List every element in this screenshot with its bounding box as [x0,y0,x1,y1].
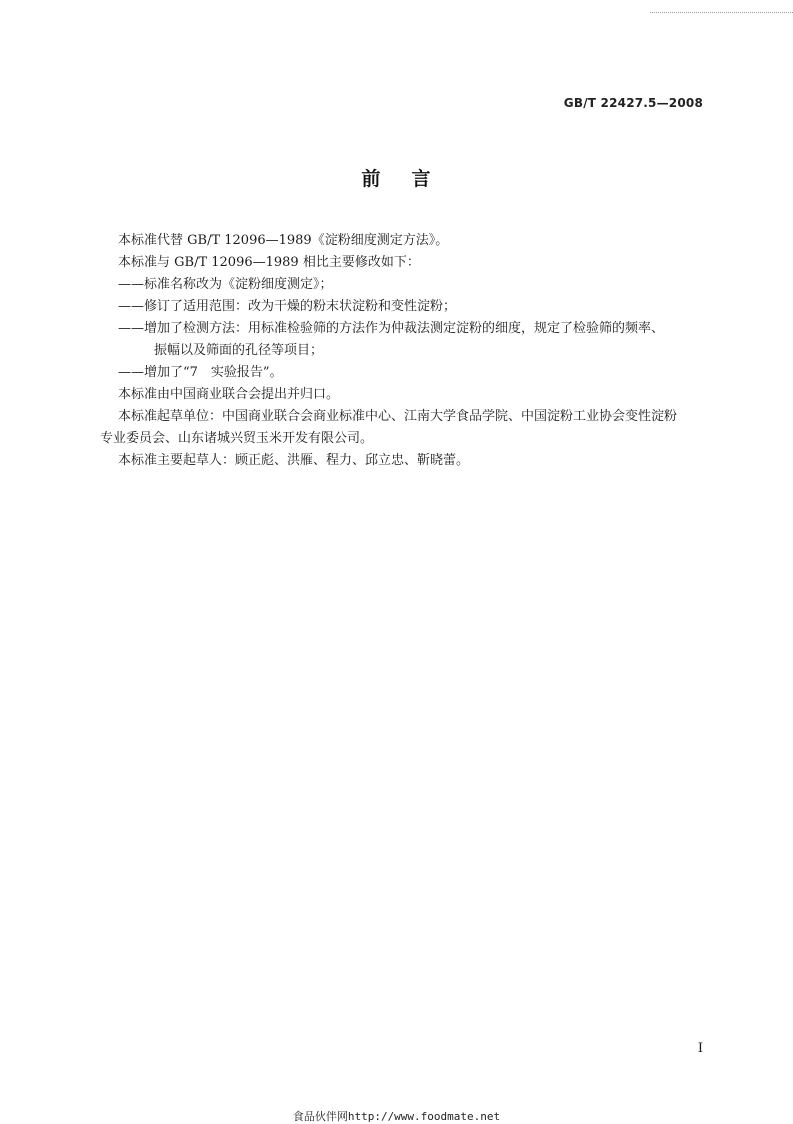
paragraph-drafting-units-line-2: 专业委员会、山东诸城兴贸玉米开发有限公司。 [100,431,374,446]
change-item-2: ——修订了适用范围：改为干燥的粉末状淀粉和变性淀粉； [118,299,457,314]
paragraph-changes-intro: 本标准与 GB/T 12096—1989 相比主要修改如下： [118,255,420,270]
standard-number [564,96,703,110]
paragraph-proposer: 本标准由中国商业联合会提出并归口。 [118,387,340,402]
page-number: I [697,1041,703,1056]
change-item-3-line-2: 振幅以及筛面的孔径等项目； [154,343,324,358]
paragraph-replaces: 本标准代替 GB/T 12096—1989《淀粉细度测定方法》。 [118,233,449,248]
change-item-4: ——增加了“7 实验报告”。 [118,365,283,380]
foreword-body [100,230,728,472]
title-char-1: 前 [361,168,382,190]
standard-number-text: GB/T 22427.5—2008 [563,96,703,110]
change-item-1: ——标准名称改为《淀粉细度测定》； [118,277,333,292]
paragraph-drafting-units-line-1: 本标准起草单位：中国商业联合会商业标准中心、江南大学食品学院、中国淀粉工业协会变性淀粉 [118,409,678,424]
page-edge-line [650,12,793,13]
paragraph-drafters: 本标准主要起草人：顾正彪、洪雁、程力、邱立忠、靳晓蕾。 [118,453,470,468]
title-char-2: 言 [411,168,432,190]
footer-watermark: 食品伙伴网http://www.foodmate.net [292,1110,501,1123]
change-item-3-line-1: ——增加了检测方法：用标准检验筛的方法作为仲裁法测定淀粉的细度，规定了检验筛的频率、 [118,321,665,336]
page-title [0,164,793,191]
